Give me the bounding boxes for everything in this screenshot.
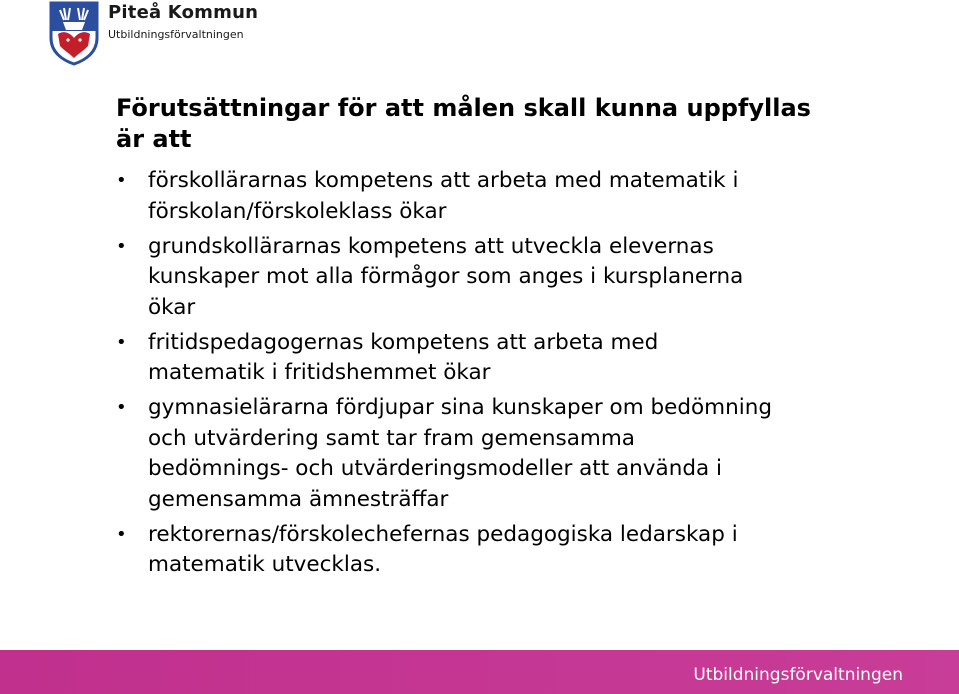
footer-label: Utbildningsförvaltningen [693, 665, 903, 685]
coat-of-arms-icon [48, 0, 100, 66]
bullet-item: • gymnasielärarna fördjupar sina kunskaper om bedömning och utvärdering samt tar fram gemensamma bedömnings- och utvärderingsmodeller att använda i gemensamma ämnesträffar [116, 395, 772, 512]
bullet-marker: • [116, 235, 127, 257]
bullet-list [116, 166, 916, 585]
bullet-item: • fritidspedagogernas kompetens att arbeta med matematik i fritidshemmet ökar [116, 329, 659, 385]
bullet-item: • grundskollärarnas kompetens att utveckla elevernas kunskaper mot alla förmågor som anges i kursplanerna ökar [116, 233, 744, 320]
bullet-item: • förskollärarnas kompetens att arbeta med matematik i förskolan/förskoleklass ökar [116, 168, 739, 224]
brand-name: Piteå Kommun [108, 2, 259, 23]
footer-bar [0, 650, 959, 694]
heading-line-1: Förutsättningar för att målen skall kunna uppfyllas [116, 94, 811, 122]
slide-heading [116, 93, 916, 155]
bullet-item: • rektorernas/förskolechefernas pedagogiska ledarskap i matematik utvecklas. [116, 521, 738, 577]
bullet-marker: • [116, 523, 127, 545]
header-logo [48, 0, 288, 68]
heading-line-2: är att [116, 125, 192, 153]
brand-subtitle: Utbildningsförvaltningen [108, 28, 244, 41]
bullet-marker: • [116, 397, 127, 418]
bullet-marker: • [116, 170, 127, 191]
bullet-marker: • [116, 331, 127, 353]
